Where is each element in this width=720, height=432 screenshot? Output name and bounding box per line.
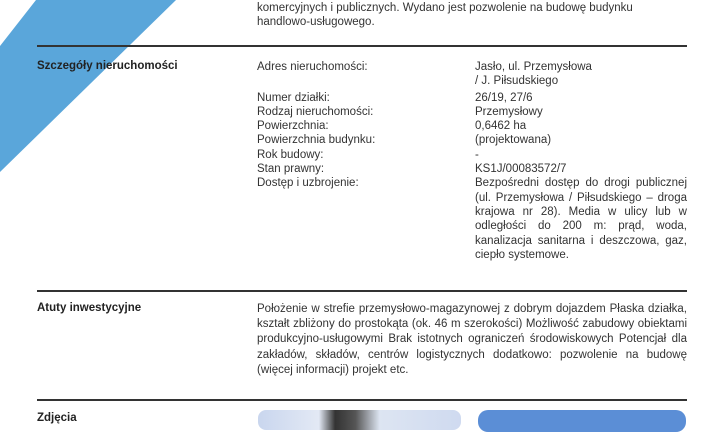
atuty-text: Położenie w strefie przemysłowo-magazynowej z dobrym dojazdem Płaska działka, kształt zbliżony do prostokąta (ok. 46 m szerokości) Możliwość zabudowy obiektami produkcyjno-usługowymi Brak istotnych ograniczeń środowiskowych Potencjał dla zakładów, składów, centrów logistycznych dodatkowo: pozwolenie na budowę (więcej informacji) projekt etc. — [257, 303, 687, 376]
detail-row: Numer działki: 26/19, 27/6 — [257, 91, 533, 104]
details-table — [257, 60, 687, 262]
photos-title: Zdjęcia — [37, 412, 77, 424]
intro-line-2: handlowo-usługowego. — [257, 16, 375, 28]
detail-row: Rok budowy: - — [257, 148, 479, 161]
detail-row: Stan prawny: KS1J/00083572/7 — [257, 163, 567, 176]
photo-thumbnail[interactable] — [258, 410, 461, 430]
divider — [37, 45, 687, 47]
divider — [37, 399, 687, 401]
detail-row: Adres nieruchomości: Jasło, ul. Przemysłowa / J. Piłsudskiego — [257, 61, 592, 88]
details-title: Szczegóły nieruchomości — [37, 60, 178, 72]
decorative-stripe — [0, 0, 200, 200]
intro-text — [257, 1, 697, 29]
photos-button[interactable] — [478, 410, 686, 432]
detail-row: Powierzchnia budynku: (projektowana) — [257, 134, 552, 147]
divider — [37, 290, 687, 292]
detail-row: Dostęp i uzbrojenie: Bezpośredni dostęp do drogi publicznej (ul. Przemysłowa / Piłsudskiego – droga krajowa nr 28). Media w ulicy lub w odległości do 200 m: prąd, woda, kanalizacja sanitarna i deszczowa, gaz, ciepło systemowe. — [257, 177, 687, 261]
detail-row: Rodzaj nieruchomości: Przemysłowy — [257, 105, 543, 118]
atuty-title: Atuty inwestycyjne — [37, 302, 142, 314]
intro-line-1: komercyjnych i publicznych. Wydano jest pozwolenie na budowę budynku — [257, 2, 633, 14]
detail-row: Powierzchnia: 0,6462 ha — [257, 120, 527, 133]
